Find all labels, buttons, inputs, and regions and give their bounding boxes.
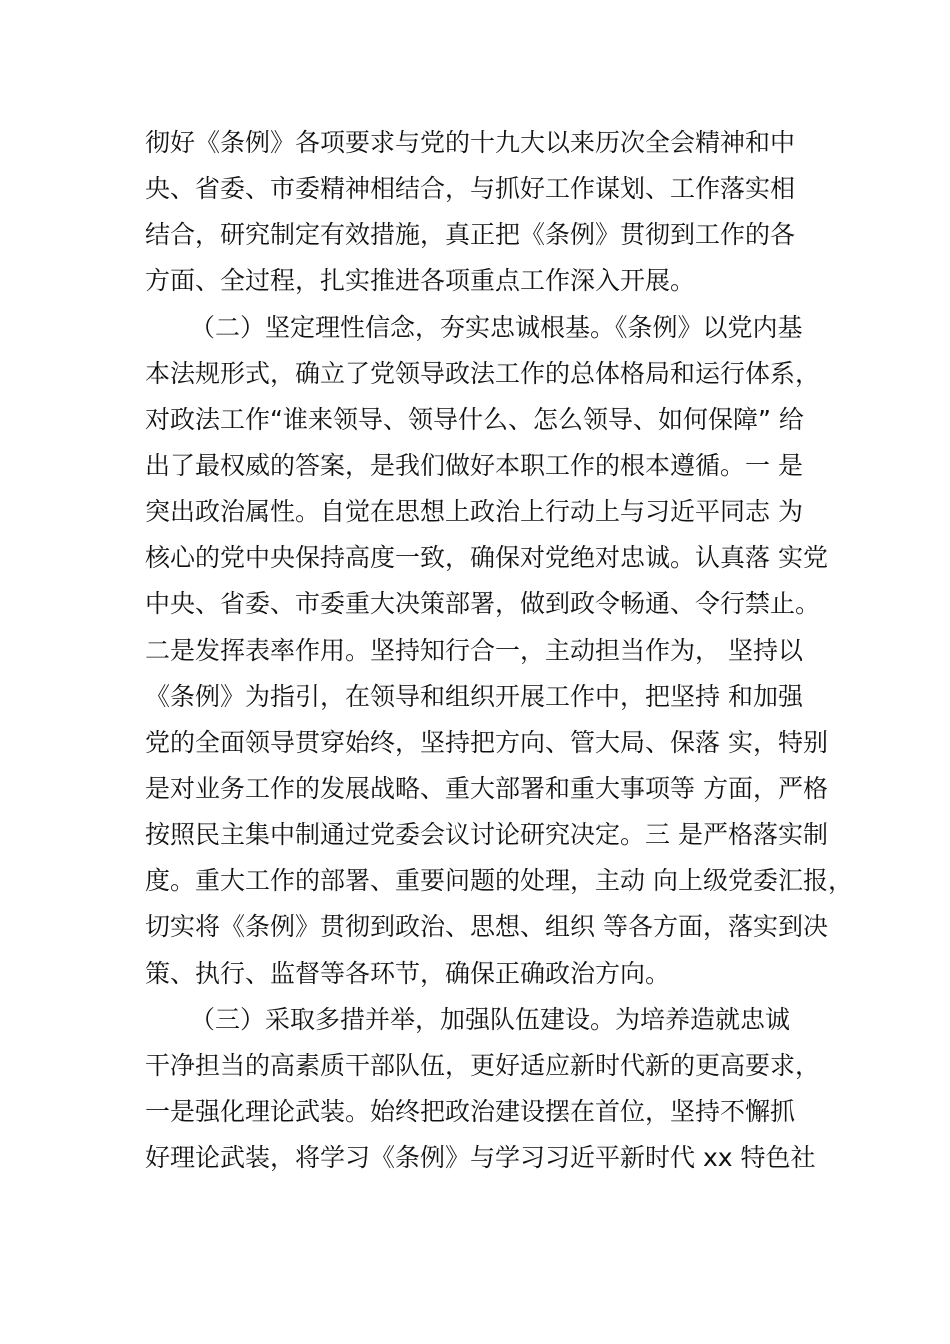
text-line: 是对业务工作的发展战略、重大部署和重大事项等 方面，严格 (145, 773, 828, 803)
text-line: 《条例》为指引，在领导和组织开展工作中，把坚持 和加强 (145, 681, 803, 711)
text-line: 二是发挥表率作用。坚持知行合一，主动担当作为， 坚持以 (145, 635, 803, 665)
text-line: 结合，研究制定有效措施，真正把《条例》贯彻到工作的各 (145, 220, 796, 250)
body-text (145, 120, 865, 1181)
text-line: 出了最权威的答案，是我们做好本职工作的根本遵循。一 是 (145, 450, 803, 480)
text-line: （三）采取多措并举，加强队伍建设。为培养造就忠诚 (190, 1004, 791, 1034)
text-line: 按照民主集中制通过党委会议讨论研究决定。三 是严格落实制 (145, 820, 828, 850)
text-line: 度。重大工作的部署、重要问题的处理，主动 向上级党委汇报， (145, 866, 853, 896)
text-line: 切实将《条例》贯彻到政治、思想、组织 等各方面，落实到决 (145, 912, 828, 942)
text-line: （二）坚定理性信念，夯实忠诚根基。《条例》以党内基 (190, 312, 803, 342)
text-line: 方面、全过程，扎实推进各项重点工作深入开展。 (145, 266, 696, 296)
text-line: 策、执行、监督等各环节，确保正确政治方向。 (145, 958, 671, 988)
text-line: 本法规形式，确立了党领导政法工作的总体格局和运行体系， (145, 358, 821, 388)
text-line: 中央、省委、市委重大决策部署，做到政令畅通、令行禁止。 (145, 589, 821, 619)
text-line: 一是强化理论武装。始终把政治建设摆在首位，坚持不懈抓 (145, 1096, 796, 1126)
text-line: 突出政治属性。自觉在思想上政治上行动上与习近平同志 为 (145, 497, 803, 527)
text-line: 彻好《条例》各项要求与党的十九大以来历次全会精神和中 (145, 128, 796, 157)
text-line: 干净担当的高素质干部队伍，更好适应新时代新的更高要求， (145, 1050, 821, 1080)
text-line: 核心的党中央保持高度一致，确保对党绝对忠诚。认真落 实党 (145, 543, 828, 573)
text-line: 对政法工作“谁来领导、领导什么、怎么领导、如何保障” 给 (145, 404, 804, 434)
text-line: 好理论武装，将学习《条例》与学习习近平新时代 xx 特色社 (145, 1143, 816, 1173)
text-line: 央、省委、市委精神相结合，与抓好工作谋划、工作落实相 (145, 174, 796, 204)
text-line: 党的全面领导贯穿始终，坚持把方向、管大局、保落 实，特别 (145, 727, 828, 757)
